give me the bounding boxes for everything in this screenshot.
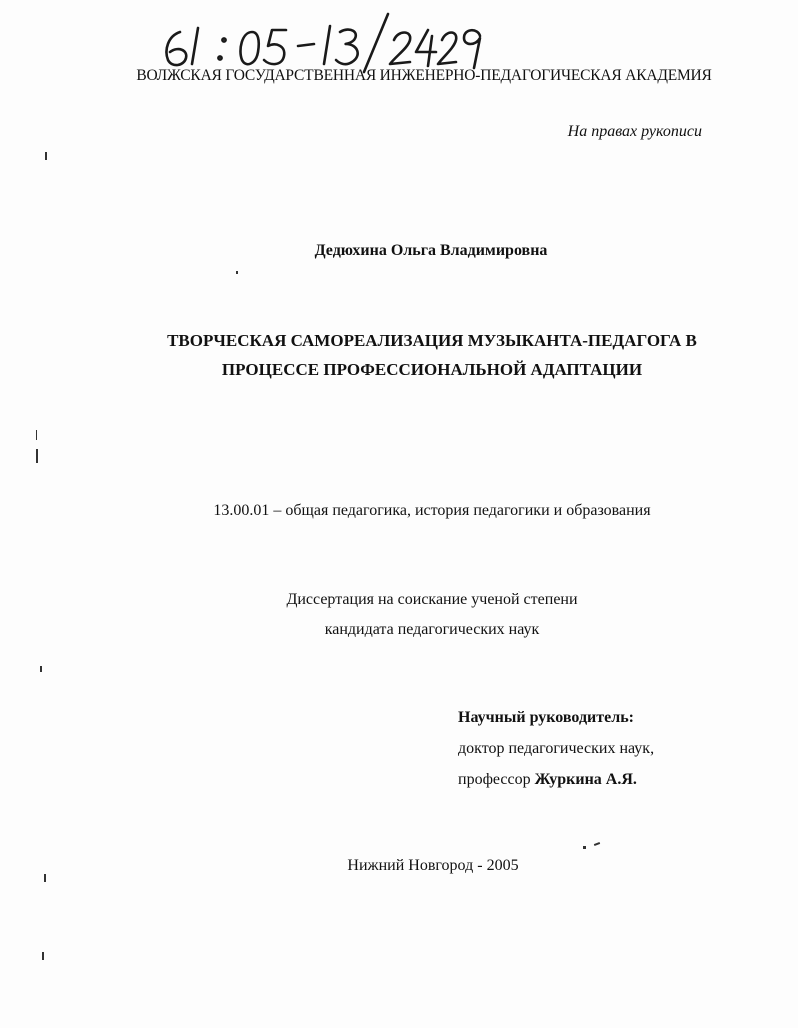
supervisor-name: Журкина А.Я. bbox=[534, 771, 637, 788]
supervisor-rank: профессор bbox=[458, 771, 531, 788]
manuscript-note: На правах рукописи bbox=[567, 123, 702, 140]
degree-line-2: кандидата педагогических наук bbox=[324, 621, 540, 638]
author-name: Дедюхина Ольга Владимировна bbox=[314, 242, 548, 259]
institution-name: ВОЛЖСКАЯ ГОСУДАРСТВЕННАЯ ИНЖЕНЕРНО-ПЕДАГОГИЧЕСКАЯ АКАДЕМИЯ bbox=[136, 67, 712, 84]
city-year: Нижний Новгород - 2005 bbox=[347, 857, 519, 874]
scan-mark bbox=[36, 430, 37, 440]
supervisor-heading: Научный руководитель: bbox=[458, 709, 634, 726]
scan-mark bbox=[45, 152, 47, 160]
supervisor-degree: доктор педагогических наук, bbox=[458, 740, 655, 757]
scan-mark bbox=[594, 842, 600, 846]
scan-mark bbox=[42, 952, 44, 960]
degree-line-1: Диссертация на соискание ученой степени bbox=[286, 591, 578, 608]
specialty-code: 13.00.01 – общая педагогика, история педагогики и образования bbox=[213, 502, 651, 519]
supervisor-name-line bbox=[458, 770, 637, 790]
scan-mark bbox=[40, 666, 42, 672]
scan-mark bbox=[36, 449, 38, 463]
scan-mark bbox=[44, 874, 46, 882]
dissertation-title: ТВОРЧЕСКАЯ САМОРЕАЛИЗАЦИЯ МУЗЫКАНТА-ПЕДАГОГА В ПРОЦЕССЕ ПРОФЕССИОНАЛЬНОЙ АДАПТАЦИИ bbox=[167, 331, 697, 379]
scan-mark bbox=[236, 271, 238, 274]
scan-mark bbox=[583, 846, 586, 849]
